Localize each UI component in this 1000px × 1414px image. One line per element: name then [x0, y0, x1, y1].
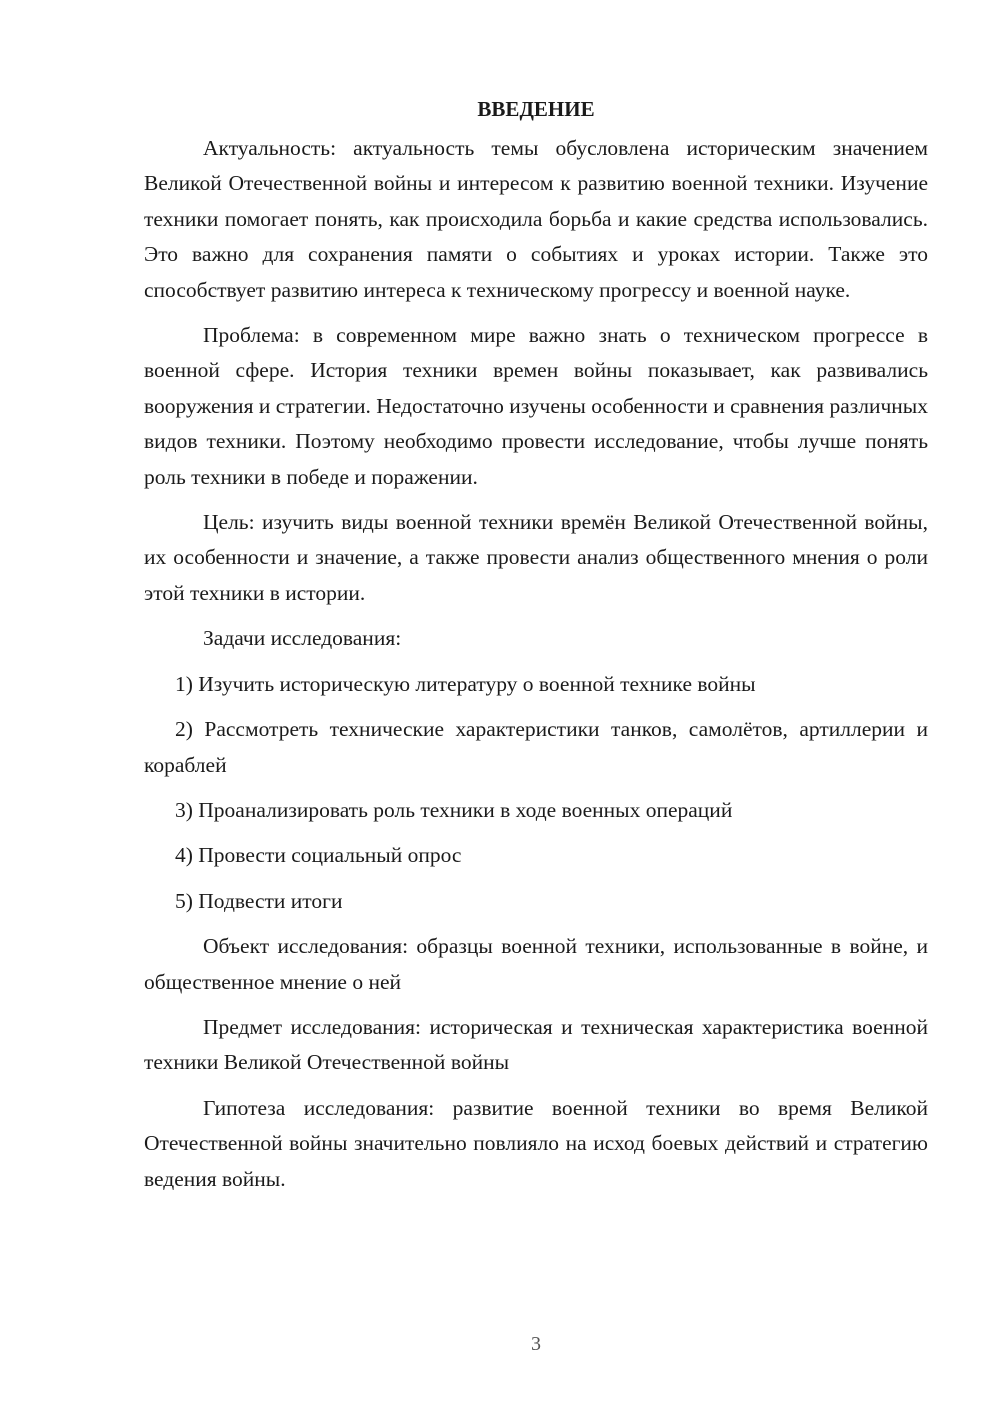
paragraph-relevance: Актуальность: актуальность темы обусловлена историческим значением Великой Отечественной войны и интересом к развитию военной техники. Изучение техники помогает понять, как происходила борьба и какие средства использовались. Это важно для сохранения памяти о событиях и уроках истории. Также это способствует развитию интереса к техническому прогрессу и военной науке. — [144, 136, 928, 302]
task-item-3: 3) Проанализировать роль техники в ходе военных операций — [175, 797, 733, 822]
paragraph-hypothesis: Гипотеза исследования: развитие военной техники во время Великой Отечественной войны значительно повлияло на исход боевых действий и стратегию ведения войны. — [144, 1095, 928, 1191]
task-item-1: 1) Изучить историческую литературу о военной технике войны — [175, 671, 756, 696]
paragraph-subject: Предмет исследования: историческая и техническая характеристика военной техники Великой Отечественной войны — [144, 1014, 928, 1075]
task-item-2: 2) Рассмотреть технические характеристики танков, самолётов, артиллерии и кораблей — [144, 717, 928, 777]
paragraph-object: Объект исследования: образцы военной техники, использованные в войне, и общественное мнение о ней — [144, 934, 928, 994]
paragraph-goal: Цель: изучить виды военной техники времён Великой Отечественной войны, их особенности и значение, а также провести анализ общественного мнения о роли этой техники в истории. — [144, 510, 928, 605]
page-number: 3 — [531, 1333, 541, 1355]
document-page — [144, 92, 928, 1207]
tasks-heading: Задачи исследования: — [203, 626, 402, 651]
task-item-4: 4) Провести социальный опрос — [175, 843, 462, 868]
paragraph-problem: Проблема: в современном мире важно знать о техническом прогрессе в военной сфере. История техники времен войны показывает, как развивались вооружения и стратегии. Недостаточно изучены особенности и сравнения различных видов техники. Поэтому необходимо провести исследование, чтобы лучше понять роль техники в победе и поражении. — [144, 323, 928, 489]
task-item-5: 5) Подвести итоги — [175, 888, 343, 913]
section-title: ВВЕДЕНИЕ — [477, 97, 595, 121]
